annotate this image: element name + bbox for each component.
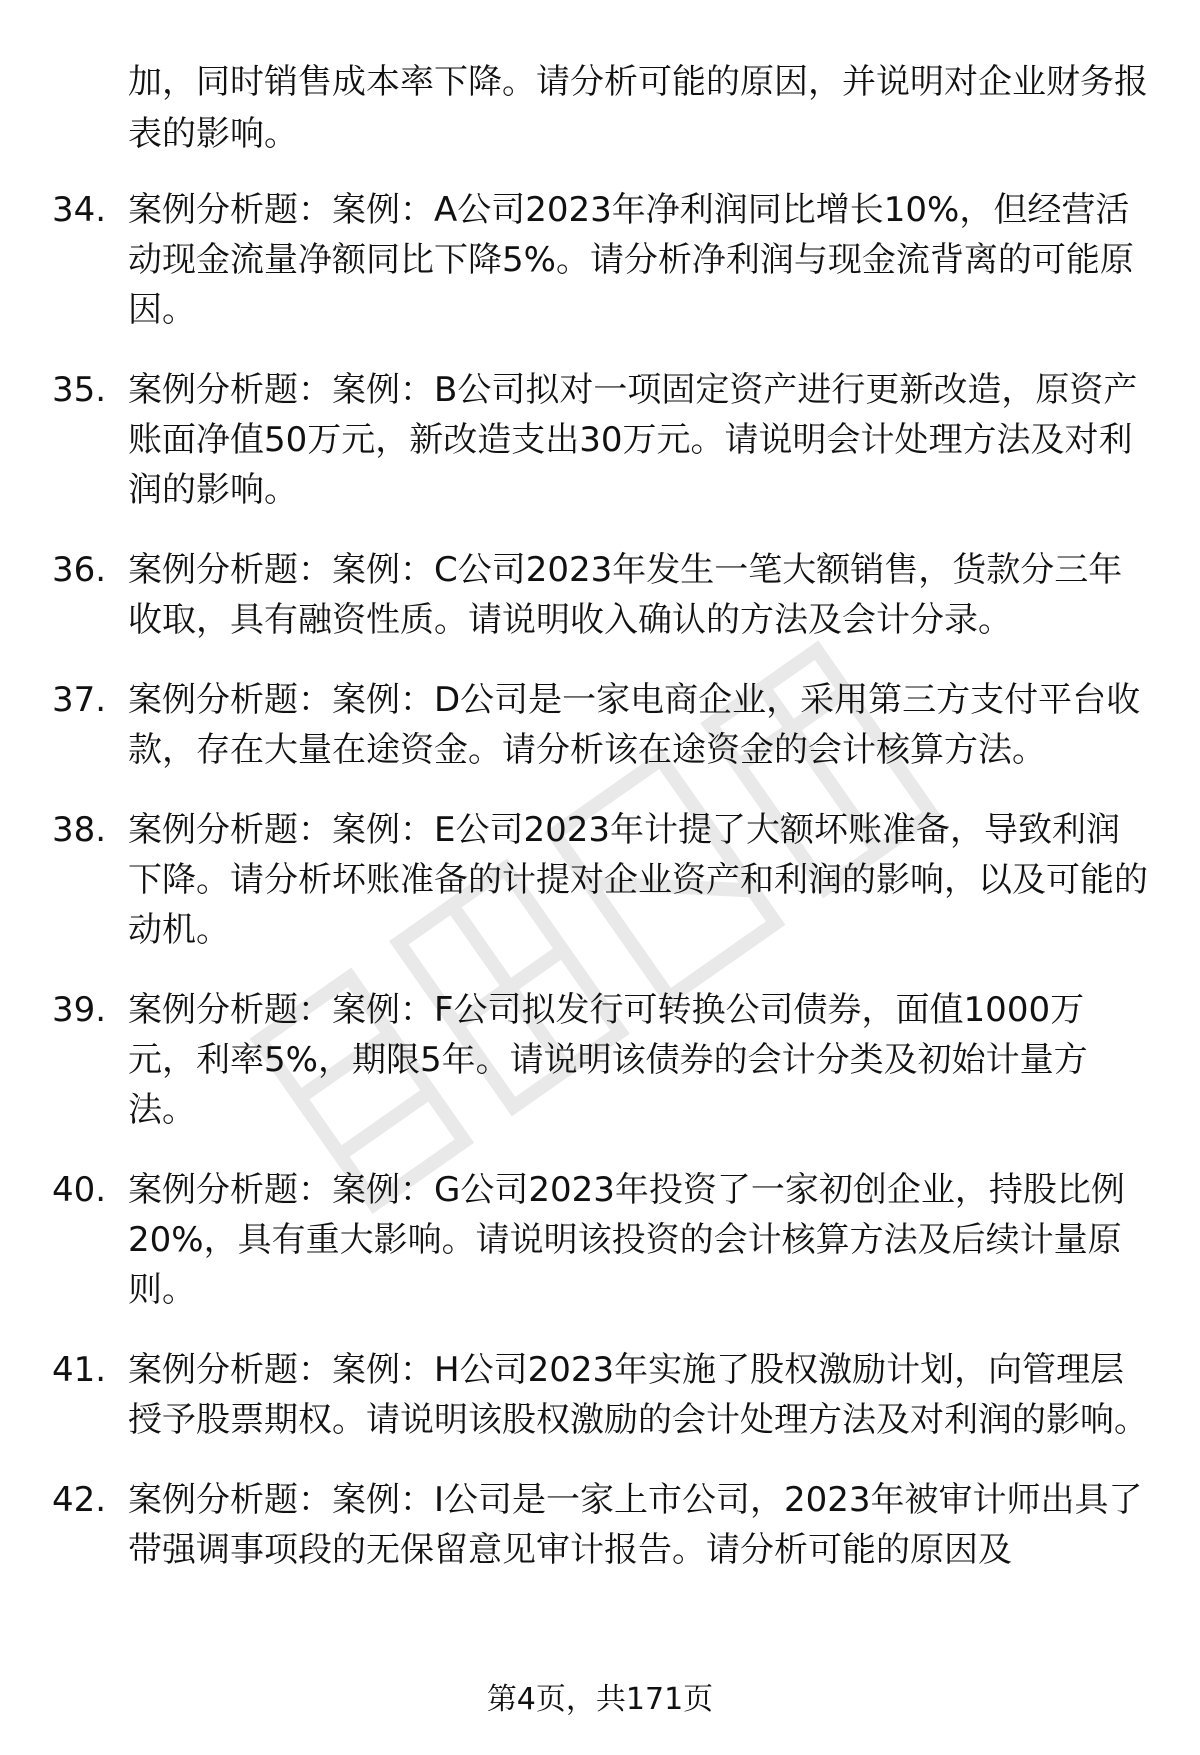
question-text: 案例分析题：案例：E公司2023年计提了大额坏账准备，导致利润下降。请分析坏账准备的计提对企业资产和利润的影响，以及可能的动机。 — [128, 810, 1148, 950]
question-item — [0, 1345, 1148, 1445]
question-text: 案例分析题：案例：C公司2023年发生一笔大额销售，货款分三年收取，具有融资性质。请说明收入确认的方法及会计分录。 — [128, 550, 1123, 640]
question-list — [0, 185, 1200, 1605]
question-number: 40. — [52, 1170, 107, 1210]
question-text: 案例分析题：案例：B公司拟对一项固定资产进行更新改造，原资产账面净值50万元，新改造支出30万元。请说明会计处理方法及对利润的影响。 — [128, 370, 1138, 510]
question-text: 案例分析题：案例：D公司是一家电商企业，采用第三方支付平台收款，存在大量在途资金。请分析该在途资金的会计核算方法。 — [128, 680, 1141, 770]
question-number: 38. — [52, 810, 107, 850]
question-number: 34. — [52, 190, 107, 230]
question-text: 案例分析题：案例：A公司2023年净利润同比增长10%，但经营活动现金流量净额同比下降5%。请分析净利润与现金流背离的可能原因。 — [128, 190, 1134, 330]
question-text: 案例分析题：案例：F公司拟发行可转换公司债券，面值1000万元，利率5%，期限5年。请说明该债券的会计分类及初始计量方法。 — [128, 990, 1088, 1130]
question-text: 案例分析题：案例：I公司是一家上市公司，2023年被审计师出具了带强调事项段的无保留意见审计报告。请分析可能的原因及 — [128, 1480, 1143, 1570]
question-number: 39. — [52, 990, 107, 1030]
question-item — [0, 185, 1148, 335]
question-item — [0, 985, 1148, 1135]
question-number: 42. — [52, 1480, 107, 1520]
question-item — [0, 545, 1148, 645]
question-item — [0, 1475, 1148, 1575]
question-text: 案例分析题：案例：H公司2023年实施了股权激励计划，向管理层授予股票期权。请说明该股权激励的会计处理方法及对利润的影响。 — [128, 1350, 1148, 1440]
page-number-footer: 第4页，共171页 — [486, 1682, 714, 1717]
question-item — [0, 805, 1148, 955]
question-number: 35. — [52, 370, 107, 410]
question-item — [0, 365, 1148, 515]
question-number: 41. — [52, 1350, 107, 1390]
question-number: 36. — [52, 550, 107, 590]
question-item — [0, 675, 1148, 775]
question-text: 案例分析题：案例：G公司2023年投资了一家初创企业，持股比例20%，具有重大影响。请说明该投资的会计核算方法及后续计量原则。 — [128, 1170, 1125, 1310]
question-item — [0, 1165, 1148, 1315]
continuation-text: 加，同时销售成本率下降。请分析可能的原因，并说明对企业财务报表的影响。 — [128, 62, 1148, 154]
question-number: 37. — [52, 680, 107, 720]
